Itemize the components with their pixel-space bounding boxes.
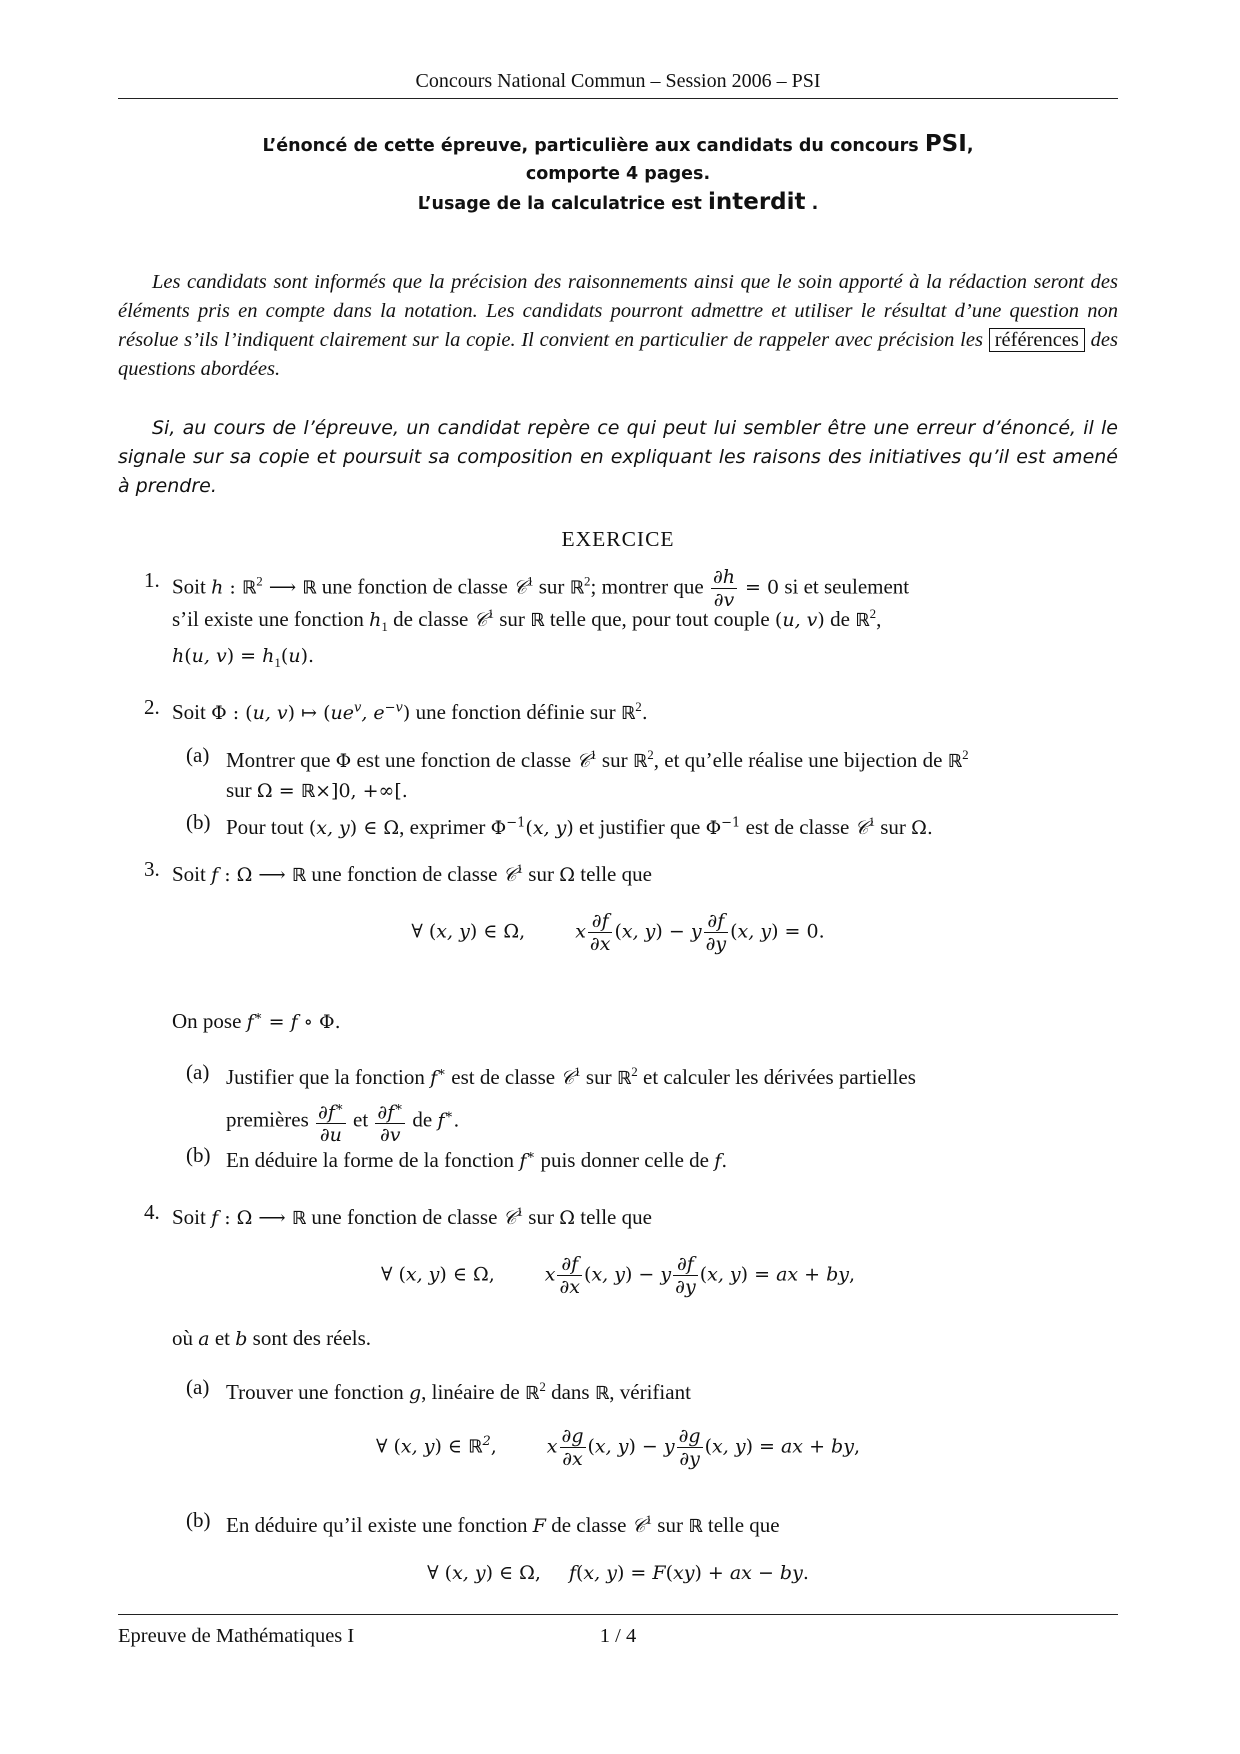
exam-intro: L’énoncé de cette épreuve, particulière aux candidats du concours PSI, comporte 4 pages. L’usage de la calculatrice est interdit .	[118, 130, 1118, 218]
equation-q4b: ∀ (x, y) ∈ Ω, f(x, y) = F(xy) + ax − by.	[427, 1562, 809, 1584]
intro-psi: PSI	[924, 131, 967, 157]
footer-exam-name: Epreuve de Mathématiques I	[118, 1625, 355, 1647]
header-rule	[118, 98, 1118, 99]
intro-line-3: L’usage de la calculatrice est	[417, 194, 708, 214]
footer-rule	[118, 1614, 1118, 1615]
intro-interdit: interdit	[707, 189, 806, 215]
fraction-dh-dv: $\frac{\partial h}{\partial v}$	[712, 566, 735, 611]
equation-q4a: ∀ (x, y) ∈ ℝ$^2$, x $\frac{\partial g}{\partial x}$ (x, y) − y $\frac{\partial g}{\partial y}$ (x, y) = ax + by,	[376, 1425, 860, 1470]
question-number: 1.	[144, 568, 160, 592]
intro-line-1: L’énoncé de cette épreuve, particulière aux candidats du concours	[262, 136, 925, 156]
equation-q4: ∀ (x, y) ∈ Ω, x $\frac{\partial f}{\partial x}$ (x, y) − y $\frac{\partial f}{\partial y}$ (x, y) = ax + by,	[380, 1253, 856, 1298]
section-title: EXERCICE	[561, 527, 675, 551]
question-number: 3.	[144, 857, 160, 881]
page-number: 1 / 4	[599, 1625, 637, 1647]
error-notice-paragraph: Si, au cours de l’épreuve, un candidat repère ce qui peut lui sembler être une erreur d’énoncé, il le signale sur sa copie et poursuit sa composition en expliquant les raisons des initiatives qu’il est amené à prendre.	[118, 417, 1118, 497]
running-header: Concours National Commun – Session 2006 – PSI	[415, 70, 821, 92]
equation-q3: ∀ (x, y) ∈ Ω, x $\frac{\partial f}{\partial x}$ (x, y) − y $\frac{\partial f}{\partial y}$ (x, y) = 0.	[411, 910, 825, 955]
question-number: 2.	[144, 695, 160, 719]
boxed-references: références	[989, 328, 1085, 352]
page: Concours National Commun – Session 2006 – PSI L’énoncé de cette épreuve, particulière aux candidats du concours PSI, comporte 4 pages. L’usage de la calculatrice est interdit . Les candidats sont informés que la précision des raisonnements ainsi que le soin apporté à la rédaction seront des éléments pris en compte dans la notation. Les candidats pourront admettre et utiliser le résultat d’une question non résolue s’ils l’indiquent clairement sur la copie. Il convient en particulier de rappeler avec précision les références des questions abordées. Si, au cours de l’épreuve, un candidat repère ce qui peut lui sembler être une erreur d’énoncé, il le signale sur sa copie et poursuit sa composition en expliquant les raisons des initiatives qu’il est amené à prendre. EXERCICE 1. Soit h : ℝ$^2$ ⟶ ℝ une fonction de classe 𝒞$^1$ sur ℝ$^2$; montrer que $\frac{\partial h}{\partial v}$ = 0 si et seulement s’il existe une fonction $h_1$ de classe 𝒞$^1$ sur ℝ telle que, pour tout couple (u, v) de ℝ$^2$, h(u, $v) = h_1(u)$. 2. Soit Φ : (u, v) ↦ ($ue^v$, $e^{-v}$) une fonction définie sur ℝ$^2$. (a) Montrer que Φ est une fonction de classe 𝒞$^1$ sur ℝ$^2$, et qu’elle réalise une bijection de ℝ$^2$ sur Ω = ℝ×]0, +∞[. (b) Pour tout (x, y) ∈ Ω, exprimer $\Phi^{-1}(x$, y) et justifier que $\Phi^{-1}$ est de classe 𝒞$^1$ sur Ω. 3. Soit f : Ω ⟶ ℝ une fonction de classe 𝒞$^1$ sur Ω telle que ∀ (x, y) ∈ Ω, x $\frac{\partial f}{\partial x}$ (x, y) − y $\frac{\partial f}{\partial y}$ (x, y) = 0. On pose f∗ = f ∘ Φ. (a) Justifier que la fonction f∗ est de classe 𝒞$^1$ sur ℝ$^2$ et calculer les dérivées partielles premières $\frac{\partial f^∗}{\partial u}$ et $\frac{\partial f^∗}{\partial v}$ de f∗. (b) En déduire la forme de la fonction f∗ puis donner celle de f. 4. Soit f : Ω ⟶ ℝ une fonction de classe 𝒞$^1$ sur Ω telle que ∀ (x, y) ∈ Ω, x $\frac{\partial f}{\partial x}$ (x, y) − y $\frac{\partial f}{\partial y}$ (x, y) = ax + by, où a et b sont des réels. (a) Trouver une fonction g, linéaire de ℝ$^2$ dans ℝ, vérifiant ∀ (x, y) ∈ ℝ$^2$, x $\frac{\partial g}{\partial x}$ (x, y) − y $\frac{\partial g}{\partial y}$ (x, y) = ax + by, (b) En déduire qu’il existe une fonction F de classe 𝒞$^1$ sur ℝ telle que ∀ (x, y) ∈ Ω, f(x, y) = F(xy) + ax − by. Epreuve de Mathématiques I 1 / 4	[118, 70, 1118, 1647]
notice-paragraph: Les candidats sont informés que la précision des raisonnements ainsi que le soin apporté à la rédaction seront des éléments pris en compte dans la notation. Les candidats pourront admettre et utiliser le résultat d’une question non résolue s’ils l’indiquent clairement sur la copie. Il convient en particulier de rappeler avec précision les références des questions abordées.	[118, 271, 1118, 380]
intro-line-2: comporte 4 pages.	[525, 164, 711, 184]
question-number: 4.	[144, 1200, 160, 1224]
